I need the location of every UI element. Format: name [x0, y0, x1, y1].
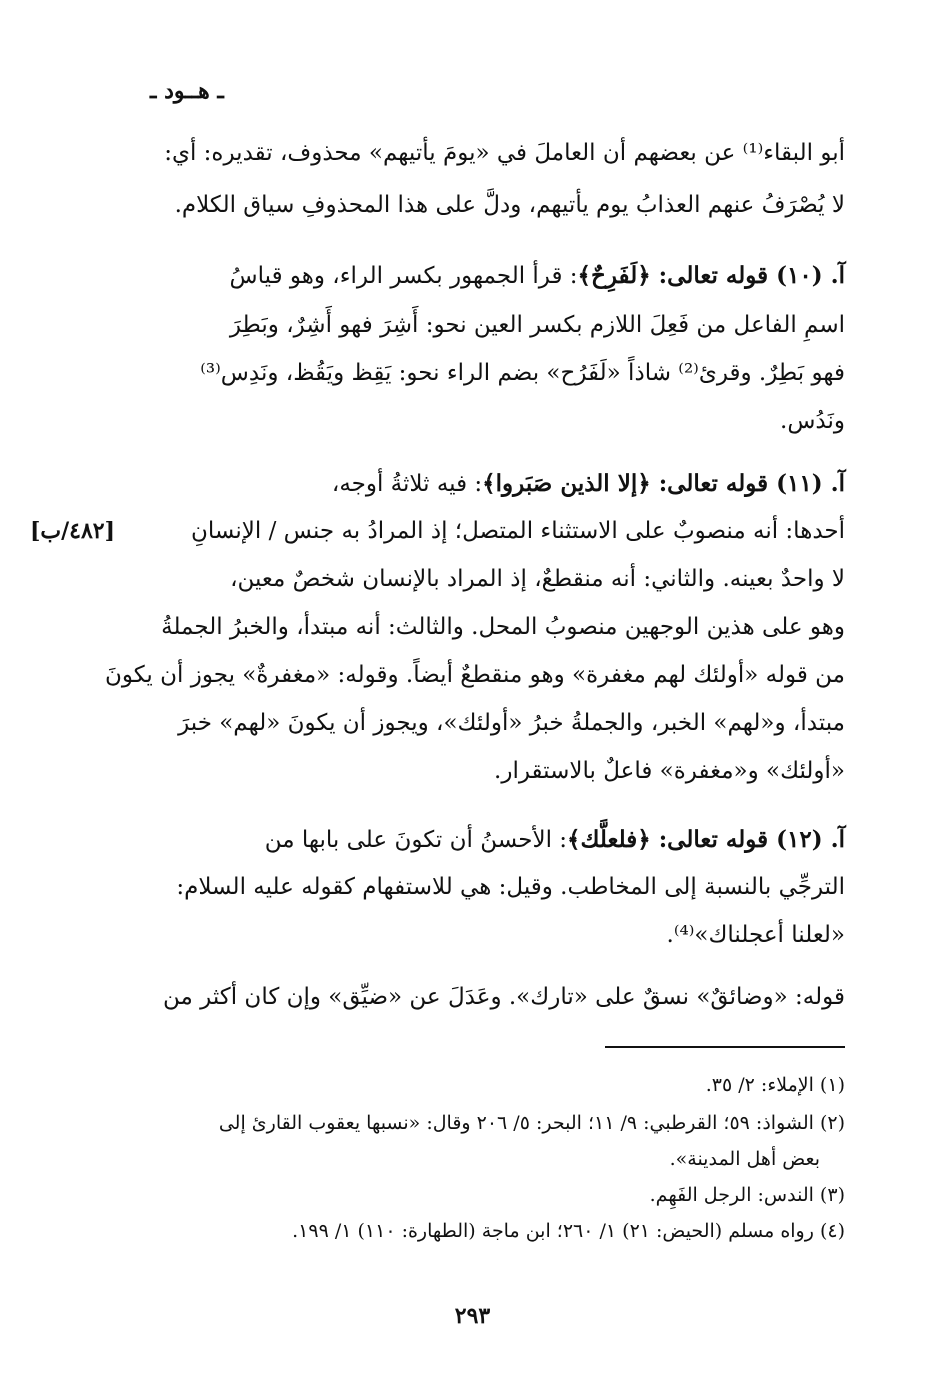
text-line: وهو على هذين الوجهين منصوبُ المحل. والثالث: أنه مبتدأ، والخبرُ الجملةُ — [161, 614, 845, 640]
text-line: آ. (١٢) قوله تعالى: ﴿فلعلَّك﴾: الأحسنُ أن تكونَ على بابها من — [264, 826, 845, 853]
footnote: (٤) رواه مسلم (الحيض: ٢١) ١/ ٢٦٠؛ ابن ماجة (الطهارة: ١١٠) ١/ ١٩٩. — [292, 1220, 845, 1242]
text-line: أحدها: أنه منصوبٌ على الاستثناء المتصل؛ إذ المرادُ به جنس / الإنسانِ — [190, 518, 845, 544]
text-line: الترجِّي بالنسبة إلى المخاطب. وقيل: هي للاستفهام كقوله عليه السلام: — [176, 874, 845, 900]
page-number: ٢٩٣ — [454, 1303, 491, 1329]
footnote: (٢) الشواذ: ٥٩؛ القرطبي: ٩/ ١١؛ البحر: ٥/ ٢٠٦ وقال: «نسبها يعقوب القارئ إلى — [218, 1112, 845, 1134]
verse-heading: آ. (١١) قوله تعالى: ﴿إلا الذين صَبَروا﴾ — [482, 470, 845, 497]
text-line: آ. (١٠) قوله تعالى: ﴿لَفَرِحٌ﴾: قرأ الجمهور بكسر الراء، وهو قياسُ — [229, 262, 845, 289]
verse-heading: آ. (١٢) قوله تعالى: ﴿فلعلَّك﴾ — [567, 826, 845, 853]
text-line: ونَدُس. — [780, 408, 845, 434]
running-header: ـ هــود ـ — [150, 78, 224, 104]
footnote: (١) الإملاء: ٢/ ٣٥. — [705, 1074, 845, 1096]
text-line: فهو بَطِرٌ. وقرئ⁽²⁾ شاذاً «لَفَرُح» بضم الراء نحو: يَقِظ ويَقُظ، ونَدِس⁽³⁾ — [200, 360, 845, 386]
text-line: لا يُصْرَفُ عنهم العذابُ يوم يأتيهم، ودلَّ على هذا المحذوفِ سياق الكلام. — [174, 192, 845, 218]
text-line: مبتدأ، و«لهم» الخبر، والجملةُ خبرُ «أولئك»، ويجوز أن يكونَ «لهم» خبرَ — [178, 710, 845, 736]
text-line: «أولئك» و«مغفرة» فاعلٌ بالاستقرار. — [494, 758, 845, 784]
text-line: أبو البقاء⁽¹⁾ عن بعضهم أن العاملَ في «يومَ يأتيهم» محذوف، تقديره: أي: — [164, 140, 845, 166]
text-line: قوله: «وضائقٌ» نسقٌ على «تارك». وعَدَلَ عن «ضيِّق» وإن كان أكثر من — [163, 984, 845, 1010]
footnote: بعض أهل المدينة». — [669, 1148, 820, 1170]
text-line: اسمِ الفاعل من فَعِلَ اللازم بكسر العين نحو: أَشِرَ فهو أَشِرٌ، وبَطِرَ — [229, 312, 845, 338]
manuscript-folio-note: [٤٨٢/ب] — [30, 518, 116, 544]
text-line: من قوله «أولئك لهم مغفرة» وهو منقطعٌ أيضاً. وقوله: «مغفرةٌ» يجوز أن يكونَ — [104, 662, 845, 688]
text-line: آ. (١١) قوله تعالى: ﴿إلا الذين صَبَروا﴾: فيه ثلاثةُ أوجه، — [331, 470, 845, 497]
text-line: «لعلنا أعجلناك»⁽⁴⁾. — [666, 922, 845, 948]
verse-heading: آ. (١٠) قوله تعالى: ﴿لَفَرِحٌ﴾ — [577, 262, 845, 289]
text-line: لا واحدٌ بعينه. والثاني: أنه منقطعٌ، إذ المراد بالإنسان شخصٌ معين، — [230, 566, 845, 592]
footnote-separator — [605, 1046, 845, 1048]
footnote: (٣) الندس: الرجل الفَهِم. — [649, 1184, 845, 1206]
